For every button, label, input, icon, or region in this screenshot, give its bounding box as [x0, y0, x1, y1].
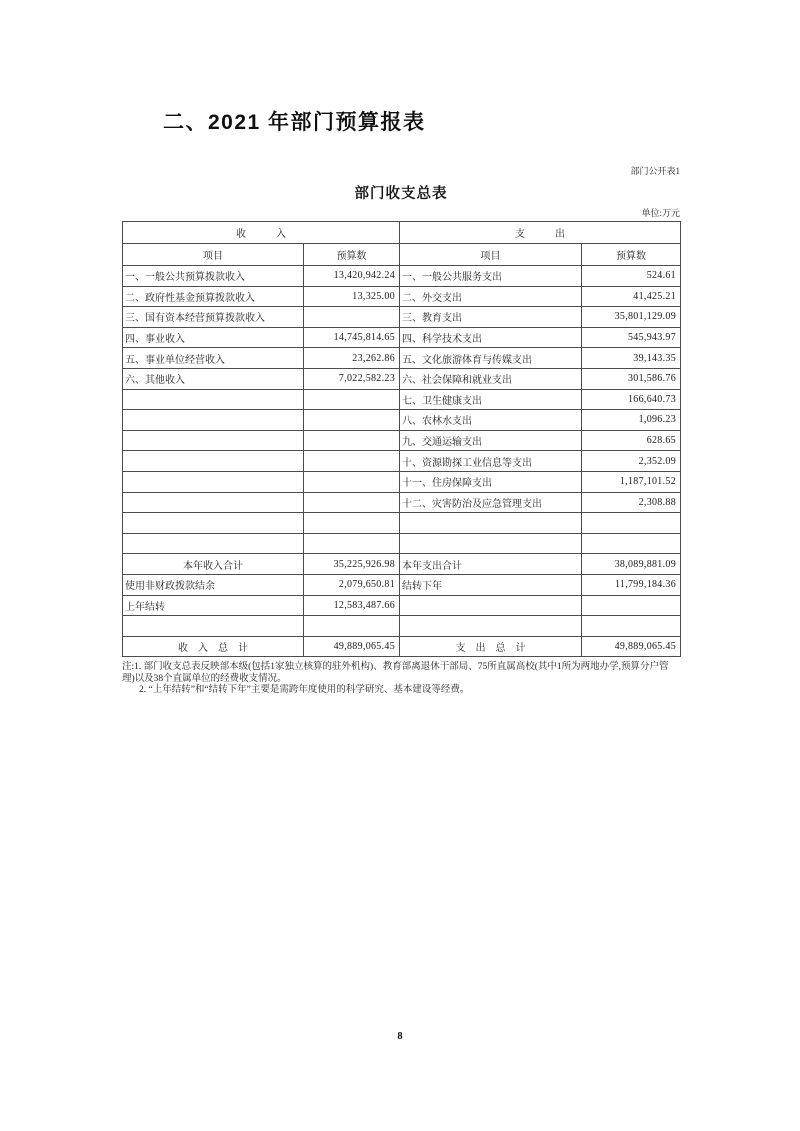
income-budget-cell: 49,889,065.45	[304, 636, 400, 657]
income-item-cell: 本年收入合计	[123, 554, 304, 575]
expense-budget-cell: 49,889,065.45	[582, 636, 681, 657]
table-row	[123, 286, 681, 307]
expense-item-cell: 八、农林水支出	[400, 410, 582, 431]
expense-budget-cell: 2,308.88	[582, 492, 681, 513]
income-item-cell	[123, 471, 304, 492]
income-item-cell: 三、国有资本经营预算拨款收入	[123, 307, 304, 328]
table-row	[123, 389, 681, 410]
expense-item-cell	[400, 533, 582, 554]
table-title: 部门收支总表	[354, 186, 448, 202]
income-budget-cell	[304, 307, 400, 328]
income-item-cell	[123, 410, 304, 431]
income-budget-cell: 13,325.00	[304, 286, 400, 307]
budget-sheet	[122, 166, 680, 697]
section-header-row	[123, 222, 681, 244]
income-budget-cell	[304, 616, 400, 637]
income-budget-cell: 23,262.86	[304, 348, 400, 369]
income-budget-cell	[304, 533, 400, 554]
income-item-cell: 上年结转	[123, 595, 304, 616]
income-item-cell	[123, 616, 304, 637]
table-row	[123, 616, 681, 637]
income-item-cell: 一、一般公共预算拨款收入	[123, 266, 304, 287]
table-row	[123, 266, 681, 287]
expense-item-cell: 结转下年	[400, 574, 582, 595]
note-line-3: 2. “上年结转”和“结转下年”主要是需跨年度使用的科学研究、基本建设等经费。	[139, 685, 470, 696]
income-item-cell: 五、事业单位经营收入	[123, 348, 304, 369]
expense-item-cell: 十、资源勘探工业信息等支出	[400, 451, 582, 472]
expense-budget-cell	[582, 513, 681, 534]
income-budget-cell	[304, 389, 400, 410]
expense-budget-cell: 545,943.97	[582, 327, 681, 348]
table-row	[123, 554, 681, 575]
page-number: 8	[397, 1031, 403, 1042]
expense-item-cell: 四、科学技术支出	[400, 327, 582, 348]
expense-item-cell: 五、文化旅游体育与传媒支出	[400, 348, 582, 369]
expense-item-cell	[400, 513, 582, 534]
table-row	[123, 471, 681, 492]
budget-table-body	[123, 266, 681, 657]
income-budget-cell	[304, 513, 400, 534]
expense-budget-column-header: 预算数	[582, 244, 681, 266]
expense-budget-cell: 1,187,101.52	[582, 471, 681, 492]
income-budget-cell: 12,583,487.66	[304, 595, 400, 616]
expense-item-cell: 九、交通运输支出	[400, 430, 582, 451]
income-item-cell	[123, 492, 304, 513]
income-budget-cell: 7,022,582.23	[304, 368, 400, 389]
income-budget-column-header: 预算数	[304, 244, 400, 266]
expense-budget-cell: 301,586.76	[582, 368, 681, 389]
income-budget-cell	[304, 471, 400, 492]
income-budget-cell: 35,225,926.98	[304, 554, 400, 575]
sheet-tag: 部门公开表1	[630, 166, 680, 176]
income-budget-cell	[304, 430, 400, 451]
expense-budget-cell: 2,352.09	[582, 451, 681, 472]
income-item-cell	[123, 430, 304, 451]
expense-budget-cell: 35,801,129.09	[582, 307, 681, 328]
income-item-column-header: 项目	[123, 244, 304, 266]
income-item-cell: 使用非财政拨款结余	[123, 574, 304, 595]
table-row	[123, 533, 681, 554]
expense-item-cell: 十一、住房保障支出	[400, 471, 582, 492]
expense-item-cell: 本年支出合计	[400, 554, 582, 575]
unit-label: 单位:万元	[641, 208, 680, 218]
expense-budget-cell: 41,425.21	[582, 286, 681, 307]
expense-item-cell: 七、卫生健康支出	[400, 389, 582, 410]
table-notes	[122, 662, 680, 697]
income-item-cell	[123, 513, 304, 534]
expense-budget-cell: 628.65	[582, 430, 681, 451]
expense-item-cell: 十二、灾害防治及应急管理支出	[400, 492, 582, 513]
table-row	[123, 368, 681, 389]
column-header-row	[123, 244, 681, 266]
expense-item-cell: 三、教育支出	[400, 307, 582, 328]
income-budget-cell	[304, 410, 400, 431]
expense-budget-cell	[582, 595, 681, 616]
income-budget-cell: 2,079,650.81	[304, 574, 400, 595]
table-row	[123, 492, 681, 513]
income-section-header: 收 入	[123, 222, 400, 244]
income-item-cell	[123, 451, 304, 472]
expense-item-cell: 一、一般公共服务支出	[400, 266, 582, 287]
income-item-cell	[123, 389, 304, 410]
expense-item-cell: 二、外交支出	[400, 286, 582, 307]
note-line-1: 注:1. 部门收支总表反映部本级(包括1家独立核算的驻外机构)、教育部离退休干部局、75所直属高校(其中1所为两地办学,预算分户管	[122, 662, 669, 673]
table-row	[123, 307, 681, 328]
income-budget-cell: 13,420,942.24	[304, 266, 400, 287]
table-row	[123, 574, 681, 595]
expense-budget-cell: 166,640.73	[582, 389, 681, 410]
table-row	[123, 595, 681, 616]
expense-budget-cell: 11,799,184.36	[582, 574, 681, 595]
table-row	[123, 513, 681, 534]
expense-item-cell: 支 出 总 计	[400, 636, 582, 657]
expense-budget-cell: 39,143.35	[582, 348, 681, 369]
income-item-cell: 收 入 总 计	[123, 636, 304, 657]
expense-budget-cell	[582, 616, 681, 637]
budget-table	[122, 221, 681, 657]
expense-budget-cell	[582, 533, 681, 554]
expense-item-column-header: 项目	[400, 244, 582, 266]
note-line-2: 理)以及38个直属单位的经费收支情况。	[122, 673, 287, 684]
table-row	[123, 410, 681, 431]
expense-item-cell	[400, 616, 582, 637]
income-budget-cell	[304, 451, 400, 472]
table-row	[123, 451, 681, 472]
table-row	[123, 430, 681, 451]
page-title: 二、2021 年部门预算报表	[163, 111, 426, 134]
expense-budget-cell: 524.61	[582, 266, 681, 287]
income-item-cell	[123, 533, 304, 554]
table-row	[123, 636, 681, 657]
expense-budget-cell: 1,096.23	[582, 410, 681, 431]
expense-section-header: 支 出	[400, 222, 681, 244]
table-row	[123, 327, 681, 348]
expense-item-cell: 六、社会保障和就业支出	[400, 368, 582, 389]
income-item-cell: 二、政府性基金预算拨款收入	[123, 286, 304, 307]
expense-item-cell	[400, 595, 582, 616]
budget-table-head	[123, 222, 681, 266]
income-budget-cell	[304, 492, 400, 513]
expense-budget-cell: 38,089,881.09	[582, 554, 681, 575]
income-item-cell: 六、其他收入	[123, 368, 304, 389]
income-budget-cell: 14,745,814.65	[304, 327, 400, 348]
table-row	[123, 348, 681, 369]
income-item-cell: 四、事业收入	[123, 327, 304, 348]
